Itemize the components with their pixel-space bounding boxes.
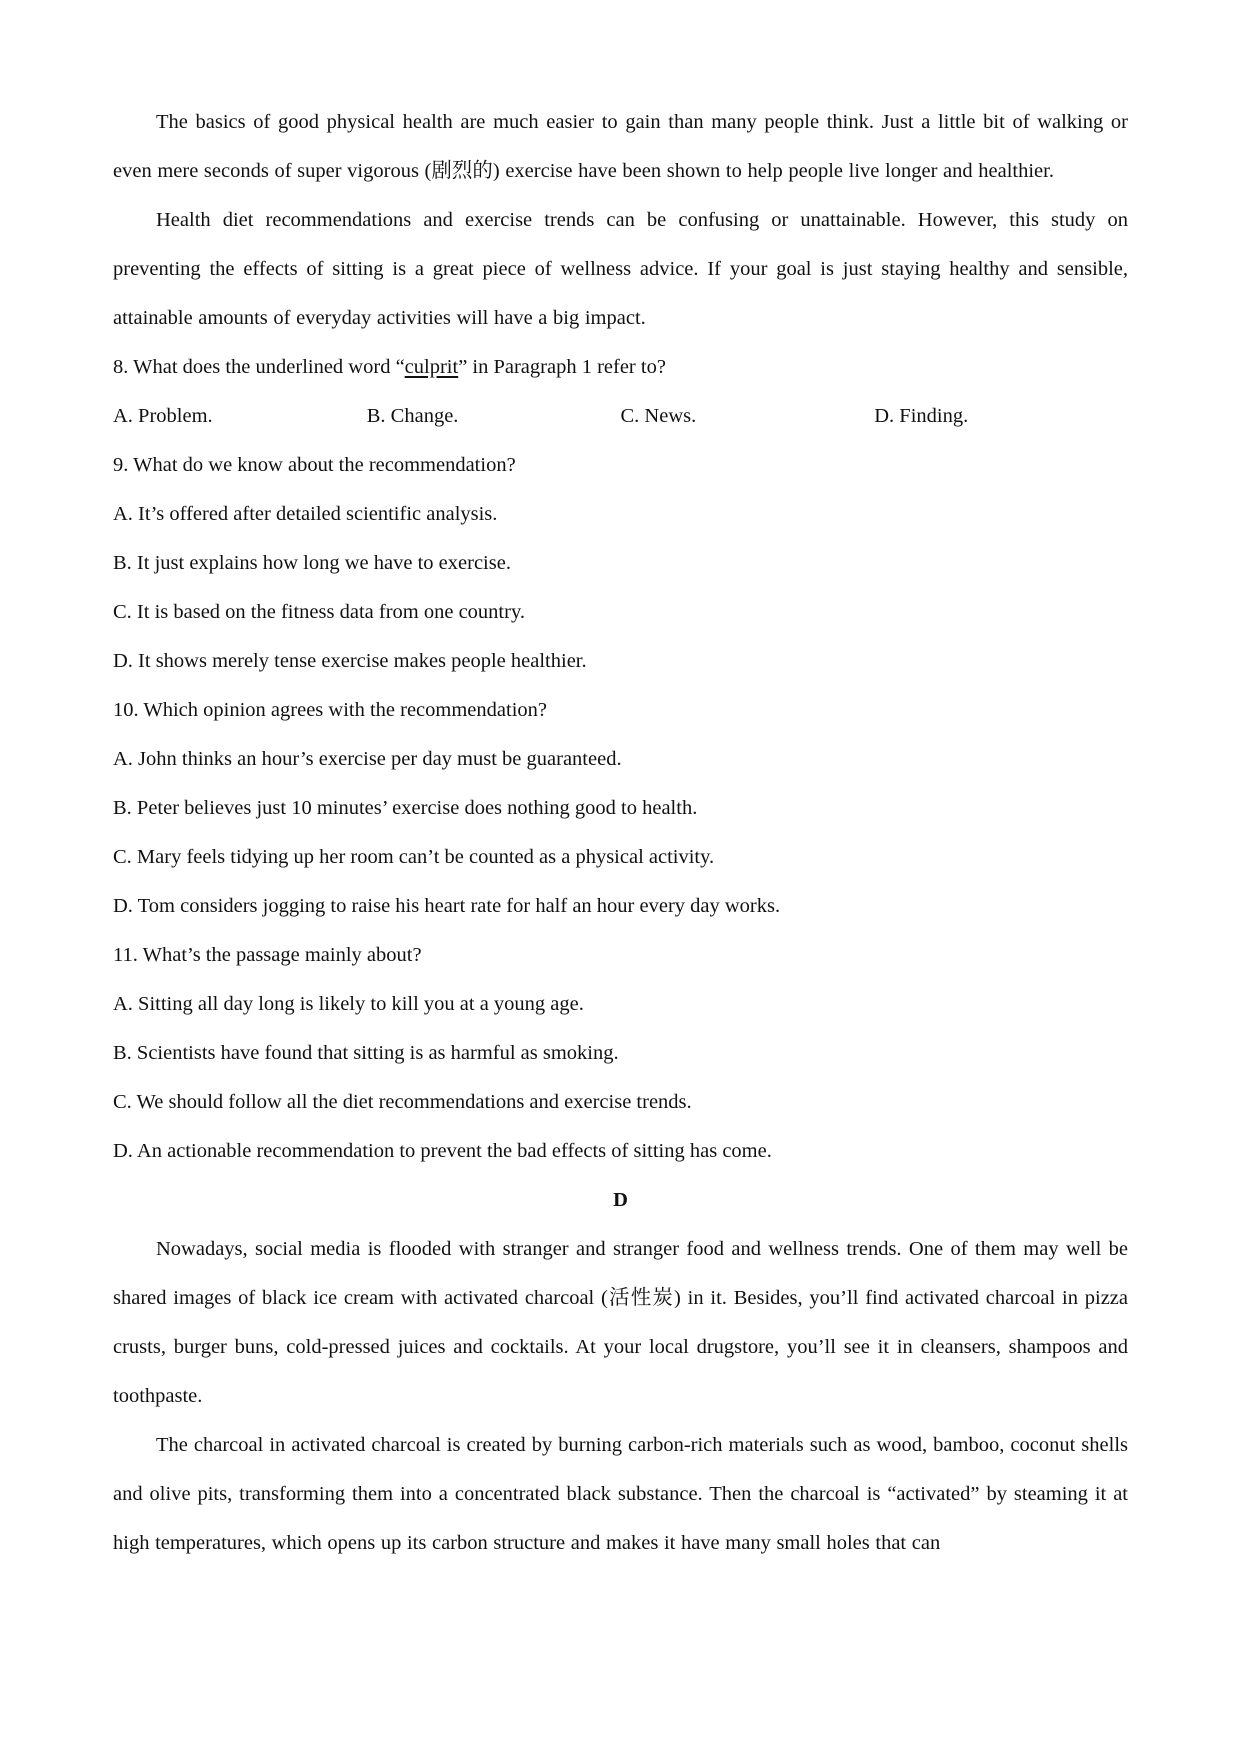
question-9-option-c: C. It is based on the fitness data from one country.	[113, 601, 525, 623]
question-10-option-c: C. Mary feels tidying up her room can’t be counted as a physical activity.	[113, 846, 715, 868]
question-11-option-b: B. Scientists have found that sitting is as harmful as smoking.	[113, 1042, 619, 1064]
question-9-option-d: D. It shows merely tense exercise makes people healthier.	[113, 650, 587, 672]
question-11-stem: 11. What’s the passage mainly about?	[113, 944, 422, 966]
question-8-option-b: B. Change.	[366, 405, 459, 427]
question-10-option-b: B. Peter believes just 10 minutes’ exercise does nothing good to health.	[113, 797, 698, 819]
question-10-option-a: A. John thinks an hour’s exercise per day must be guaranteed.	[113, 748, 622, 770]
page-content	[113, 98, 1128, 1568]
question-8-option-c: C. News.	[620, 405, 697, 427]
question-8-option-a: A. Problem.	[113, 405, 213, 427]
question-11-option-c: C. We should follow all the diet recommendations and exercise trends.	[113, 1091, 692, 1113]
question-11-option-d: D. An actionable recommendation to prevent the bad effects of sitting has come.	[113, 1140, 772, 1162]
question-8-option-d: D. Finding.	[874, 405, 969, 427]
question-8-stem-after: ” in Paragraph 1 refer to?	[458, 356, 666, 378]
question-9-option-a: A. It’s offered after detailed scientific analysis.	[113, 503, 498, 525]
passage-c-paragraph-2: Health diet recommendations and exercise trends can be confusing or unattainable. However, this study on preventing the effects of sitting is a great piece of wellness advice. If your goal is just staying healthy and sensible, attainable amounts of everyday activities will have a big impact.	[113, 209, 1128, 329]
passage-c-paragraph-1: The basics of good physical health are much easier to gain than many people think. Just a little bit of walking or even mere seconds of super vigorous (剧烈的) exercise have been shown to help people live longer and healthier.	[113, 111, 1128, 182]
question-8-options	[113, 392, 1128, 441]
question-11-option-a: A. Sitting all day long is likely to kill you at a young age.	[113, 993, 584, 1015]
question-10-option-d: D. Tom considers jogging to raise his heart rate for half an hour every day works.	[113, 895, 781, 917]
question-8-stem-before: 8. What does the underlined word “	[113, 356, 405, 378]
underlined-word: culprit	[404, 356, 459, 378]
passage-d-heading: D	[613, 1189, 628, 1211]
question-9-option-b: B. It just explains how long we have to exercise.	[113, 552, 511, 574]
question-8-stem	[113, 343, 1128, 392]
passage-d-paragraph-2: The charcoal in activated charcoal is created by burning carbon-rich materials such as wood, bamboo, coconut shells and olive pits, transforming them into a concentrated black substance. Then the charcoal is “activated” by steaming it at high temperatures, which opens up its carbon structure and makes it have many small holes that can	[113, 1434, 1128, 1554]
passage-d-paragraph-1: Nowadays, social media is flooded with stranger and stranger food and wellness trends. One of them may well be shared images of black ice cream with activated charcoal (活性炭) in it. Besides, you’ll find activated charcoal in pizza crusts, burger buns, cold-pressed juices and cocktails. At your local drugstore, you’ll see it in cleansers, shampoos and toothpaste.	[113, 1238, 1128, 1407]
question-10-stem: 10. Which opinion agrees with the recommendation?	[113, 699, 547, 721]
question-9-stem: 9. What do we know about the recommendation?	[113, 454, 516, 476]
